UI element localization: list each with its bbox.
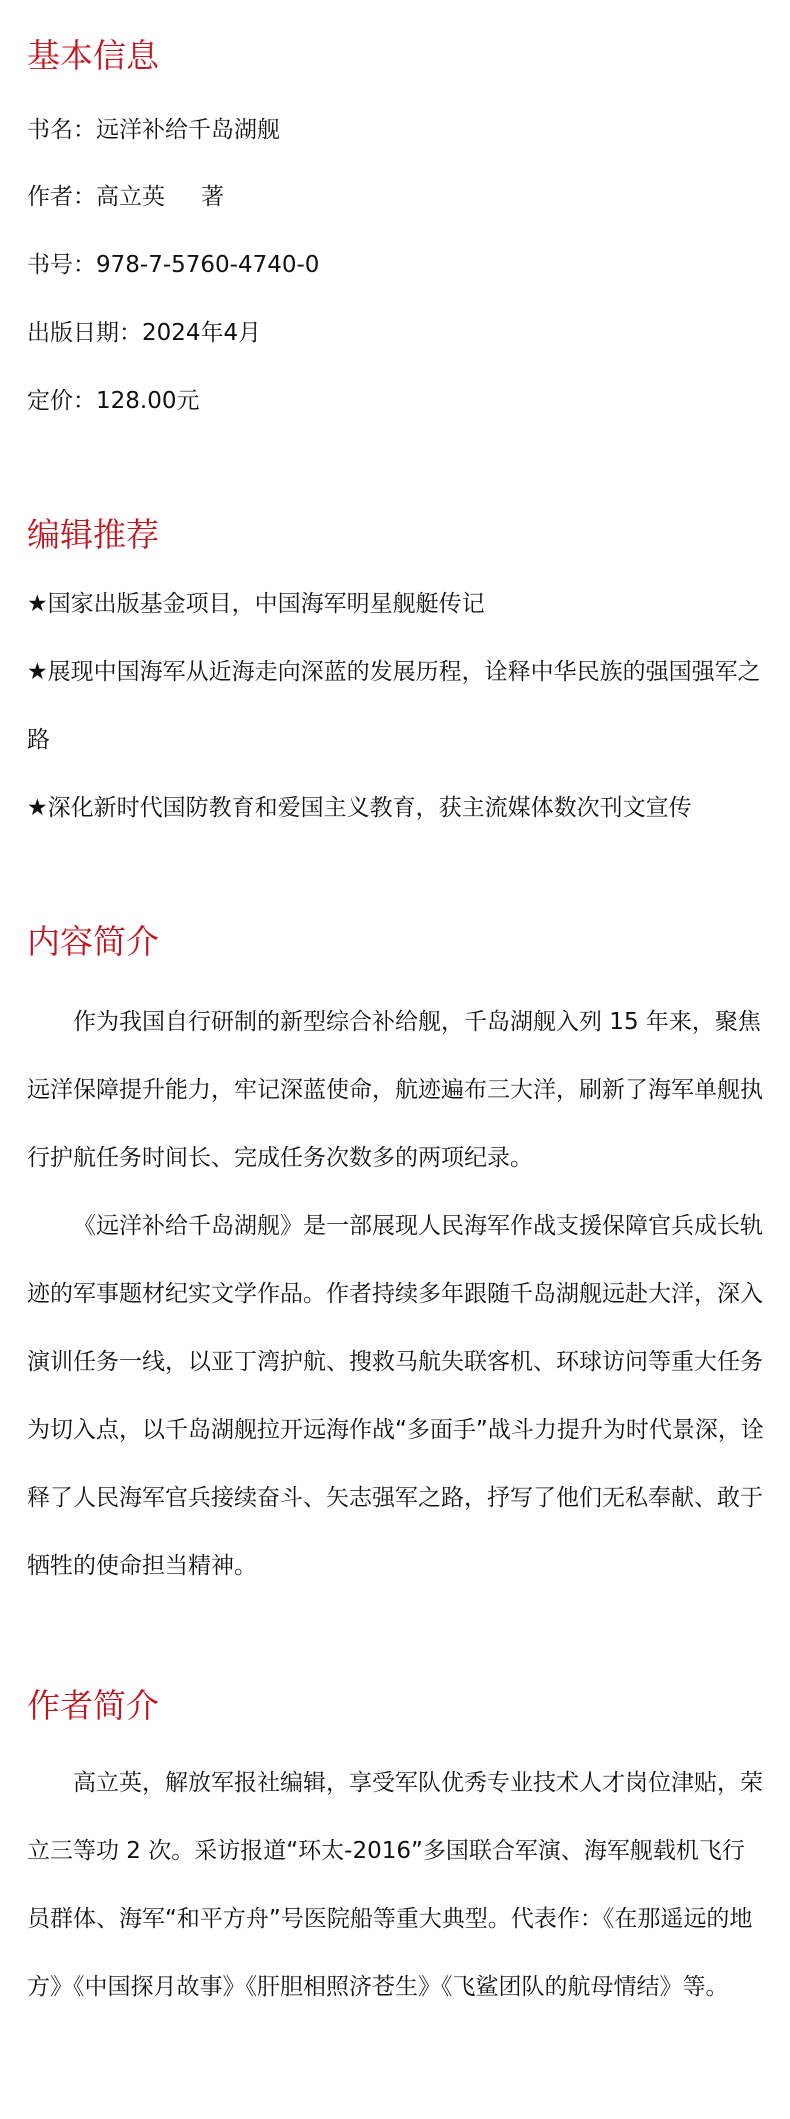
author-heading: 作者简介: [27, 1686, 159, 1725]
recommend-heading: 编辑推荐: [27, 515, 159, 554]
summary-paragraph: 作为我国自行研制的新型综合补给舰，千岛湖舰入列 15 年来，聚焦远洋保障提升能力，牢记深蓝使命，航迹遍布三大洋，刷新了海军单舰执行护航任务时间长、完成任务次数多的两项纪录。: [27, 1009, 763, 1171]
recommend-item: ★国家出版基金项目，中国海军明星舰艇传记: [27, 591, 485, 617]
author-line: [27, 182, 224, 212]
pub-date-line: 出版日期：2024年4月: [27, 320, 262, 346]
book-name-line: 书名：远洋补给千岛湖舰: [27, 117, 280, 143]
price-line: 定价：128.00元: [27, 388, 200, 414]
author-bio-paragraph: 高立英，解放军报社编辑，享受军队优秀专业技术人才岗位津贴，荣立三等功 2 次。采访报道“环太-2016”多国联合军演、海军舰载机飞行员群体、海军“和平方舟”号医院船等重大典型。代表作：《在那遥远的地方》《中国探月故事》《肝胆相照济苍生》《飞鲨团队的航母情结》等。: [27, 1770, 763, 2000]
author-role: 著: [201, 184, 224, 210]
recommend-item: ★展现中国海军从近海走向深蓝的发展历程，诠释中华民族的强国强军之路: [27, 659, 761, 753]
basic-info-heading: 基本信息: [27, 36, 159, 75]
author-name: 作者：高立英: [27, 184, 165, 210]
isbn-line: 书号：978-7-5760-4740-0: [27, 252, 320, 278]
recommend-item: ★深化新时代国防教育和爱国主义教育，获主流媒体数次刊文宣传: [27, 795, 692, 821]
summary-paragraph: 《远洋补给千岛湖舰》是一部展现人民海军作战支援保障官兵成长轨迹的军事题材纪实文学作品。作者持续多年跟随千岛湖舰远赴大洋，深入演训任务一线，以亚丁湾护航、搜救马航失联客机、环球访问等重大任务为切入点，以千岛湖舰拉开远海作战“多面手”战斗力提升为时代景深，诠释了人民海军官兵接续奋斗、矢志强军之路，抒写了他们无私奉献、敢于牺牲的使命担当精神。: [27, 1213, 764, 1579]
summary-heading: 内容简介: [27, 922, 159, 961]
